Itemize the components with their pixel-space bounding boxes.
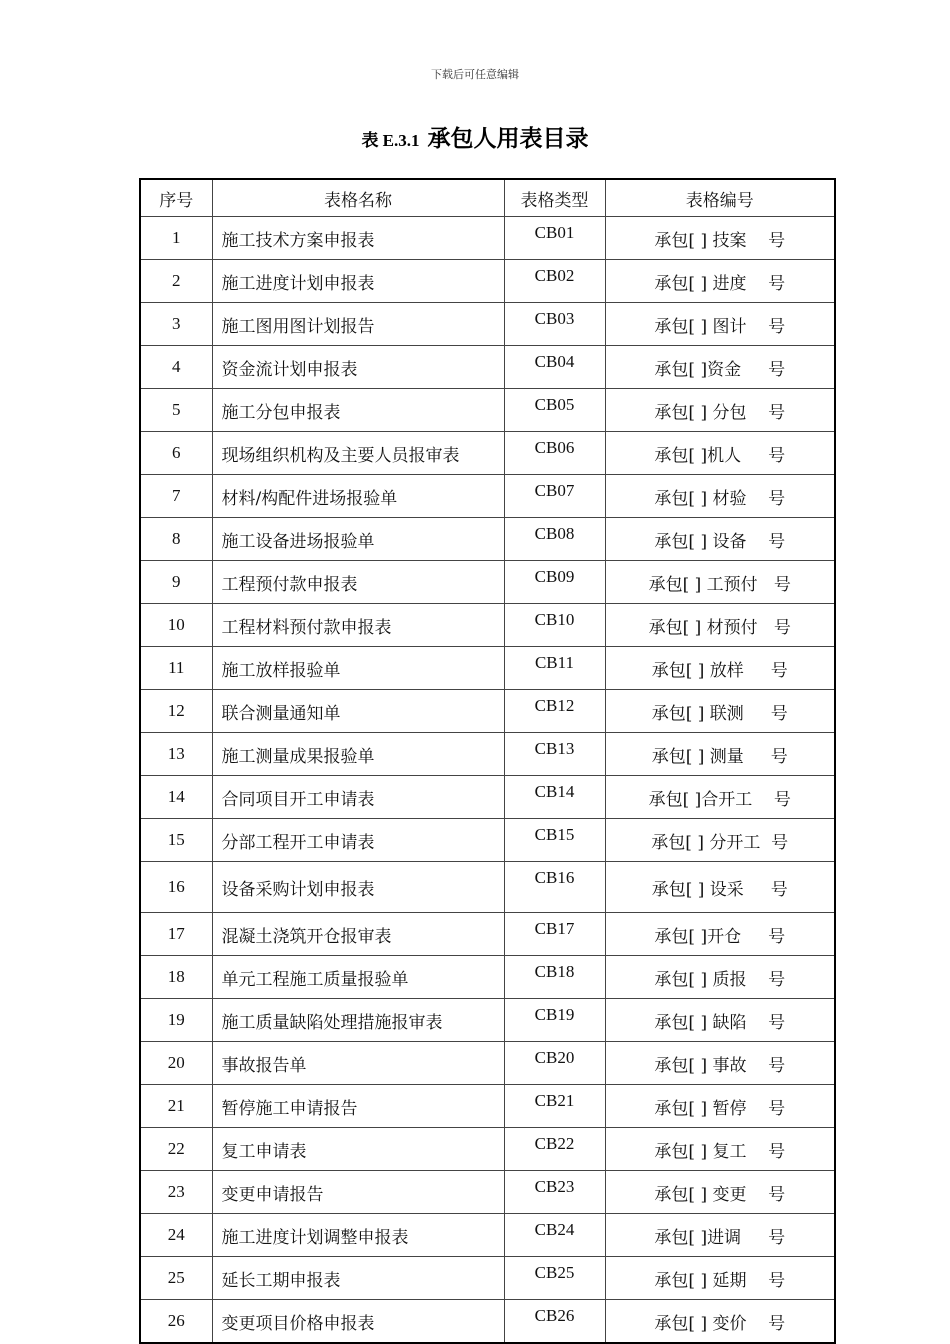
table-row (140, 690, 835, 733)
row-type: CB09 (504, 561, 605, 604)
row-name: 施工分包申报表 (212, 389, 504, 432)
row-code: 承包[ ] 延期 号 (605, 1257, 835, 1300)
row-seq: 21 (140, 1085, 212, 1128)
row-name: 单元工程施工质量报验单 (212, 956, 504, 999)
row-seq: 9 (140, 561, 212, 604)
row-code: 承包[ ] 变价 号 (605, 1300, 835, 1344)
table-row (140, 733, 835, 776)
row-code: 承包[ ] 分开工 号 (605, 819, 835, 862)
row-name: 资金流计划申报表 (212, 346, 504, 389)
header-name: 表格名称 (212, 179, 504, 217)
table-row (140, 1214, 835, 1257)
row-type: CB02 (504, 260, 605, 303)
table-row (140, 604, 835, 647)
row-seq: 6 (140, 432, 212, 475)
row-type: CB07 (504, 475, 605, 518)
catalog-table (139, 178, 836, 1344)
row-name: 事故报告单 (212, 1042, 504, 1085)
row-seq: 4 (140, 346, 212, 389)
table-row (140, 1042, 835, 1085)
row-seq: 10 (140, 604, 212, 647)
row-seq: 7 (140, 475, 212, 518)
table-row (140, 1257, 835, 1300)
row-seq: 19 (140, 999, 212, 1042)
row-name: 工程材料预付款申报表 (212, 604, 504, 647)
row-seq: 24 (140, 1214, 212, 1257)
row-type: CB12 (504, 690, 605, 733)
row-seq: 16 (140, 862, 212, 913)
row-code: 承包[ ]资金 号 (605, 346, 835, 389)
table-row (140, 776, 835, 819)
table-row (140, 432, 835, 475)
header-seq: 序号 (140, 179, 212, 217)
row-seq: 20 (140, 1042, 212, 1085)
row-type: CB03 (504, 303, 605, 346)
table-row (140, 1128, 835, 1171)
header-code: 表格编号 (605, 179, 835, 217)
table-row (140, 999, 835, 1042)
row-code: 承包[ ] 放样 号 (605, 647, 835, 690)
row-name: 施工放样报验单 (212, 647, 504, 690)
row-name: 施工质量缺陷处理措施报审表 (212, 999, 504, 1042)
row-type: CB19 (504, 999, 605, 1042)
row-type: CB26 (504, 1300, 605, 1344)
row-code: 承包[ ] 复工 号 (605, 1128, 835, 1171)
row-seq: 18 (140, 956, 212, 999)
table-row (140, 647, 835, 690)
row-code: 承包[ ] 技案 号 (605, 217, 835, 260)
row-name: 施工技术方案申报表 (212, 217, 504, 260)
row-code: 承包[ ] 测量 号 (605, 733, 835, 776)
row-name: 现场组织机构及主要人员报审表 (212, 432, 504, 475)
row-type: CB16 (504, 862, 605, 913)
row-name: 分部工程开工申请表 (212, 819, 504, 862)
row-seq: 5 (140, 389, 212, 432)
row-code: 承包[ ] 材预付 号 (605, 604, 835, 647)
row-type: CB08 (504, 518, 605, 561)
table-row (140, 819, 835, 862)
row-code: 承包[ ] 分包 号 (605, 389, 835, 432)
table-row (140, 260, 835, 303)
row-type: CB06 (504, 432, 605, 475)
table-row (140, 956, 835, 999)
table-row (140, 346, 835, 389)
row-name: 施工测量成果报验单 (212, 733, 504, 776)
row-seq: 26 (140, 1300, 212, 1344)
row-type: CB17 (504, 913, 605, 956)
row-name: 施工图用图计划报告 (212, 303, 504, 346)
row-seq: 2 (140, 260, 212, 303)
row-name: 复工申请表 (212, 1128, 504, 1171)
row-type: CB10 (504, 604, 605, 647)
row-seq: 3 (140, 303, 212, 346)
row-name: 变更申请报告 (212, 1171, 504, 1214)
row-seq: 13 (140, 733, 212, 776)
table-row (140, 1085, 835, 1128)
row-code: 承包[ ]进调 号 (605, 1214, 835, 1257)
row-name: 联合测量通知单 (212, 690, 504, 733)
row-seq: 14 (140, 776, 212, 819)
row-seq: 23 (140, 1171, 212, 1214)
table-row (140, 862, 835, 913)
table-row (140, 561, 835, 604)
row-code: 承包[ ] 事故 号 (605, 1042, 835, 1085)
row-type: CB15 (504, 819, 605, 862)
row-type: CB18 (504, 956, 605, 999)
title-main: 承包人用表目录 (427, 125, 589, 152)
row-type: CB13 (504, 733, 605, 776)
row-type: CB20 (504, 1042, 605, 1085)
row-name: 材料/构配件进场报验单 (212, 475, 504, 518)
row-type: CB25 (504, 1257, 605, 1300)
header-note: 下载后可任意编辑 (431, 68, 519, 81)
row-code: 承包[ ] 暂停 号 (605, 1085, 835, 1128)
row-code: 承包[ ] 设备 号 (605, 518, 835, 561)
row-code: 承包[ ] 工预付 号 (605, 561, 835, 604)
row-type: CB23 (504, 1171, 605, 1214)
row-seq: 11 (140, 647, 212, 690)
row-name: 变更项目价格申报表 (212, 1300, 504, 1344)
header-type: 表格类型 (504, 179, 605, 217)
table-row (140, 1171, 835, 1214)
row-type: CB21 (504, 1085, 605, 1128)
header-row (140, 179, 835, 217)
row-code: 承包[ ]机人 号 (605, 432, 835, 475)
row-code: 承包[ ]合开工 号 (605, 776, 835, 819)
row-type: CB24 (504, 1214, 605, 1257)
row-seq: 8 (140, 518, 212, 561)
row-seq: 1 (140, 217, 212, 260)
row-code: 承包[ ] 材验 号 (605, 475, 835, 518)
row-seq: 17 (140, 913, 212, 956)
row-name: 设备采购计划申报表 (212, 862, 504, 913)
row-code: 承包[ ] 设采 号 (605, 862, 835, 913)
row-name: 工程预付款申报表 (212, 561, 504, 604)
page-title (0, 120, 950, 153)
row-seq: 12 (140, 690, 212, 733)
table-row (140, 518, 835, 561)
catalog-body (140, 217, 835, 1344)
row-code: 承包[ ] 缺陷 号 (605, 999, 835, 1042)
row-seq: 22 (140, 1128, 212, 1171)
row-seq: 15 (140, 819, 212, 862)
row-name: 混凝土浇筑开仓报审表 (212, 913, 504, 956)
row-code: 承包[ ] 进度 号 (605, 260, 835, 303)
table-row (140, 475, 835, 518)
table-row (140, 303, 835, 346)
table-row (140, 389, 835, 432)
row-code: 承包[ ] 图计 号 (605, 303, 835, 346)
row-code: 承包[ ]开仓 号 (605, 913, 835, 956)
row-code: 承包[ ] 质报 号 (605, 956, 835, 999)
row-type: CB22 (504, 1128, 605, 1171)
row-name: 合同项目开工申请表 (212, 776, 504, 819)
table-row (140, 913, 835, 956)
row-name: 施工设备进场报验单 (212, 518, 504, 561)
row-type: CB01 (504, 217, 605, 260)
row-type: CB14 (504, 776, 605, 819)
row-type: CB05 (504, 389, 605, 432)
table-row (140, 1300, 835, 1344)
row-name: 施工进度计划申报表 (212, 260, 504, 303)
table-row (140, 217, 835, 260)
row-type: CB04 (504, 346, 605, 389)
row-code: 承包[ ] 变更 号 (605, 1171, 835, 1214)
row-name: 延长工期申报表 (212, 1257, 504, 1300)
row-name: 暂停施工申请报告 (212, 1085, 504, 1128)
title-prefix: 表 E.3.1 (361, 131, 420, 150)
row-seq: 25 (140, 1257, 212, 1300)
row-code: 承包[ ] 联测 号 (605, 690, 835, 733)
row-name: 施工进度计划调整申报表 (212, 1214, 504, 1257)
row-type: CB11 (504, 647, 605, 690)
